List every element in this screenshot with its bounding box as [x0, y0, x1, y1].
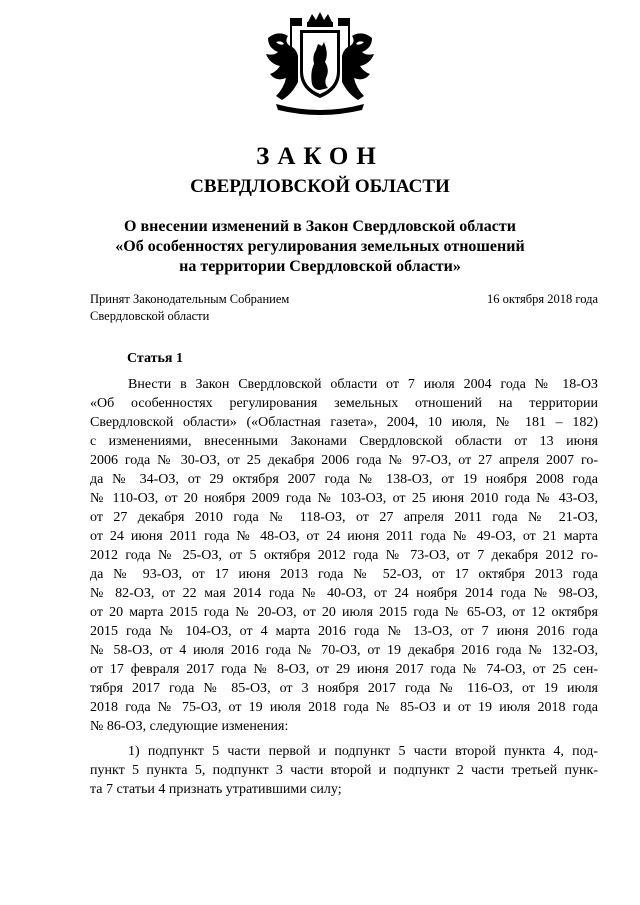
- body-line: 2018 года № 75-ОЗ, от 19 июля 2018 года № 85-ОЗ и от 19 июля 2018 года: [90, 700, 598, 715]
- adoption-line: Свердловской области: [90, 309, 210, 323]
- body-line: от 20 марта 2015 года № 20-ОЗ, от 20 июля 2015 года № 65-ОЗ, от 12 октября: [90, 605, 598, 620]
- body-line: № 58-ОЗ, от 4 июля 2016 года № 70-ОЗ, от 19 декабря 2016 года № 132-ОЗ,: [90, 643, 598, 658]
- body-line: № 110-ОЗ, от 20 ноября 2009 года № 103-ОЗ, от 25 июня 2010 года № 43-ОЗ,: [90, 491, 598, 506]
- body-line: № 82-ОЗ, от 22 мая 2014 года № 40-ОЗ, от 24 ноября 2014 года № 98-ОЗ,: [90, 586, 598, 601]
- sverdlovsk-coat-of-arms-icon: [262, 12, 378, 118]
- body-line: от 24 июня 2011 года № 48-ОЗ, от 24 июня 2011 года № 49-ОЗ, от 21 марта: [90, 529, 598, 544]
- body-line: с изменениями, внесенными Законами Свердловской области от 13 июня: [90, 434, 598, 449]
- article-title: Статья 1: [127, 351, 183, 366]
- subject-line: О внесении изменений в Закон Свердловской области: [124, 218, 516, 235]
- article-body: [90, 375, 598, 799]
- document-type-title: ЗАКОН: [256, 143, 384, 170]
- body-line: 2012 года № 25-ОЗ, от 5 октября 2012 года № 73-ОЗ, от 7 декабря 2012 го-: [90, 548, 598, 563]
- body-line: «Об особенностях регулирования земельных отношений на территории: [90, 396, 598, 411]
- body-line: да № 34-ОЗ, от 29 октября 2007 года № 138-ОЗ, от 19 ноября 2008 года: [90, 472, 598, 487]
- item-line: 1) подпункт 5 части первой и подпункт 5 части второй пункта 4, под-: [128, 744, 598, 759]
- adoption-line: Принят Законодательным Собранием: [90, 292, 290, 306]
- body-line: 2015 года № 104-ОЗ, от 4 марта 2016 года № 13-ОЗ, от 7 июня 2016 года: [90, 624, 598, 639]
- body-line: да № 93-ОЗ, от 17 июня 2013 года № 52-ОЗ, от 17 октября 2013 года: [90, 567, 598, 582]
- body-line: 2006 года № 30-ОЗ, от 25 декабря 2006 года № 97-ОЗ, от 27 апреля 2007 го-: [90, 453, 598, 468]
- body-line: Свердловской области» («Областная газета», 2004, 10 июля, № 181 – 182): [90, 415, 598, 430]
- body-line: от 17 февраля 2017 года № 8-ОЗ, от 29 июня 2017 года № 74-ОЗ, от 25 сен-: [90, 662, 598, 677]
- item-line: та 7 статьи 4 признать утратившими силу;: [90, 782, 342, 797]
- subject-line: «Об особенностях регулирования земельных отношений: [115, 238, 525, 255]
- adoption-body: [90, 291, 289, 325]
- region-title: СВЕРДЛОВСКОЙ ОБЛАСТИ: [190, 176, 450, 197]
- subject-line: на территории Свердловской области»: [179, 258, 461, 275]
- law-subject: [0, 217, 640, 277]
- body-line: тября 2017 года № 85-ОЗ, от 3 ноября 2017 года № 116-ОЗ, от 19 июля: [90, 681, 598, 696]
- body-line: от 27 декабря 2010 года № 118-ОЗ, от 27 апреля 2011 года № 21-ОЗ,: [90, 510, 598, 525]
- item-line: пункт 5 пункта 5, подпункт 3 части второй и подпункт 2 части третьей пунк-: [90, 763, 598, 778]
- body-line: Внести в Закон Свердловской области от 7 июля 2004 года № 18-ОЗ: [128, 377, 598, 392]
- adoption-date: 16 октября 2018 года: [486, 292, 598, 306]
- body-line: № 86-ОЗ, следующие изменения:: [90, 719, 289, 734]
